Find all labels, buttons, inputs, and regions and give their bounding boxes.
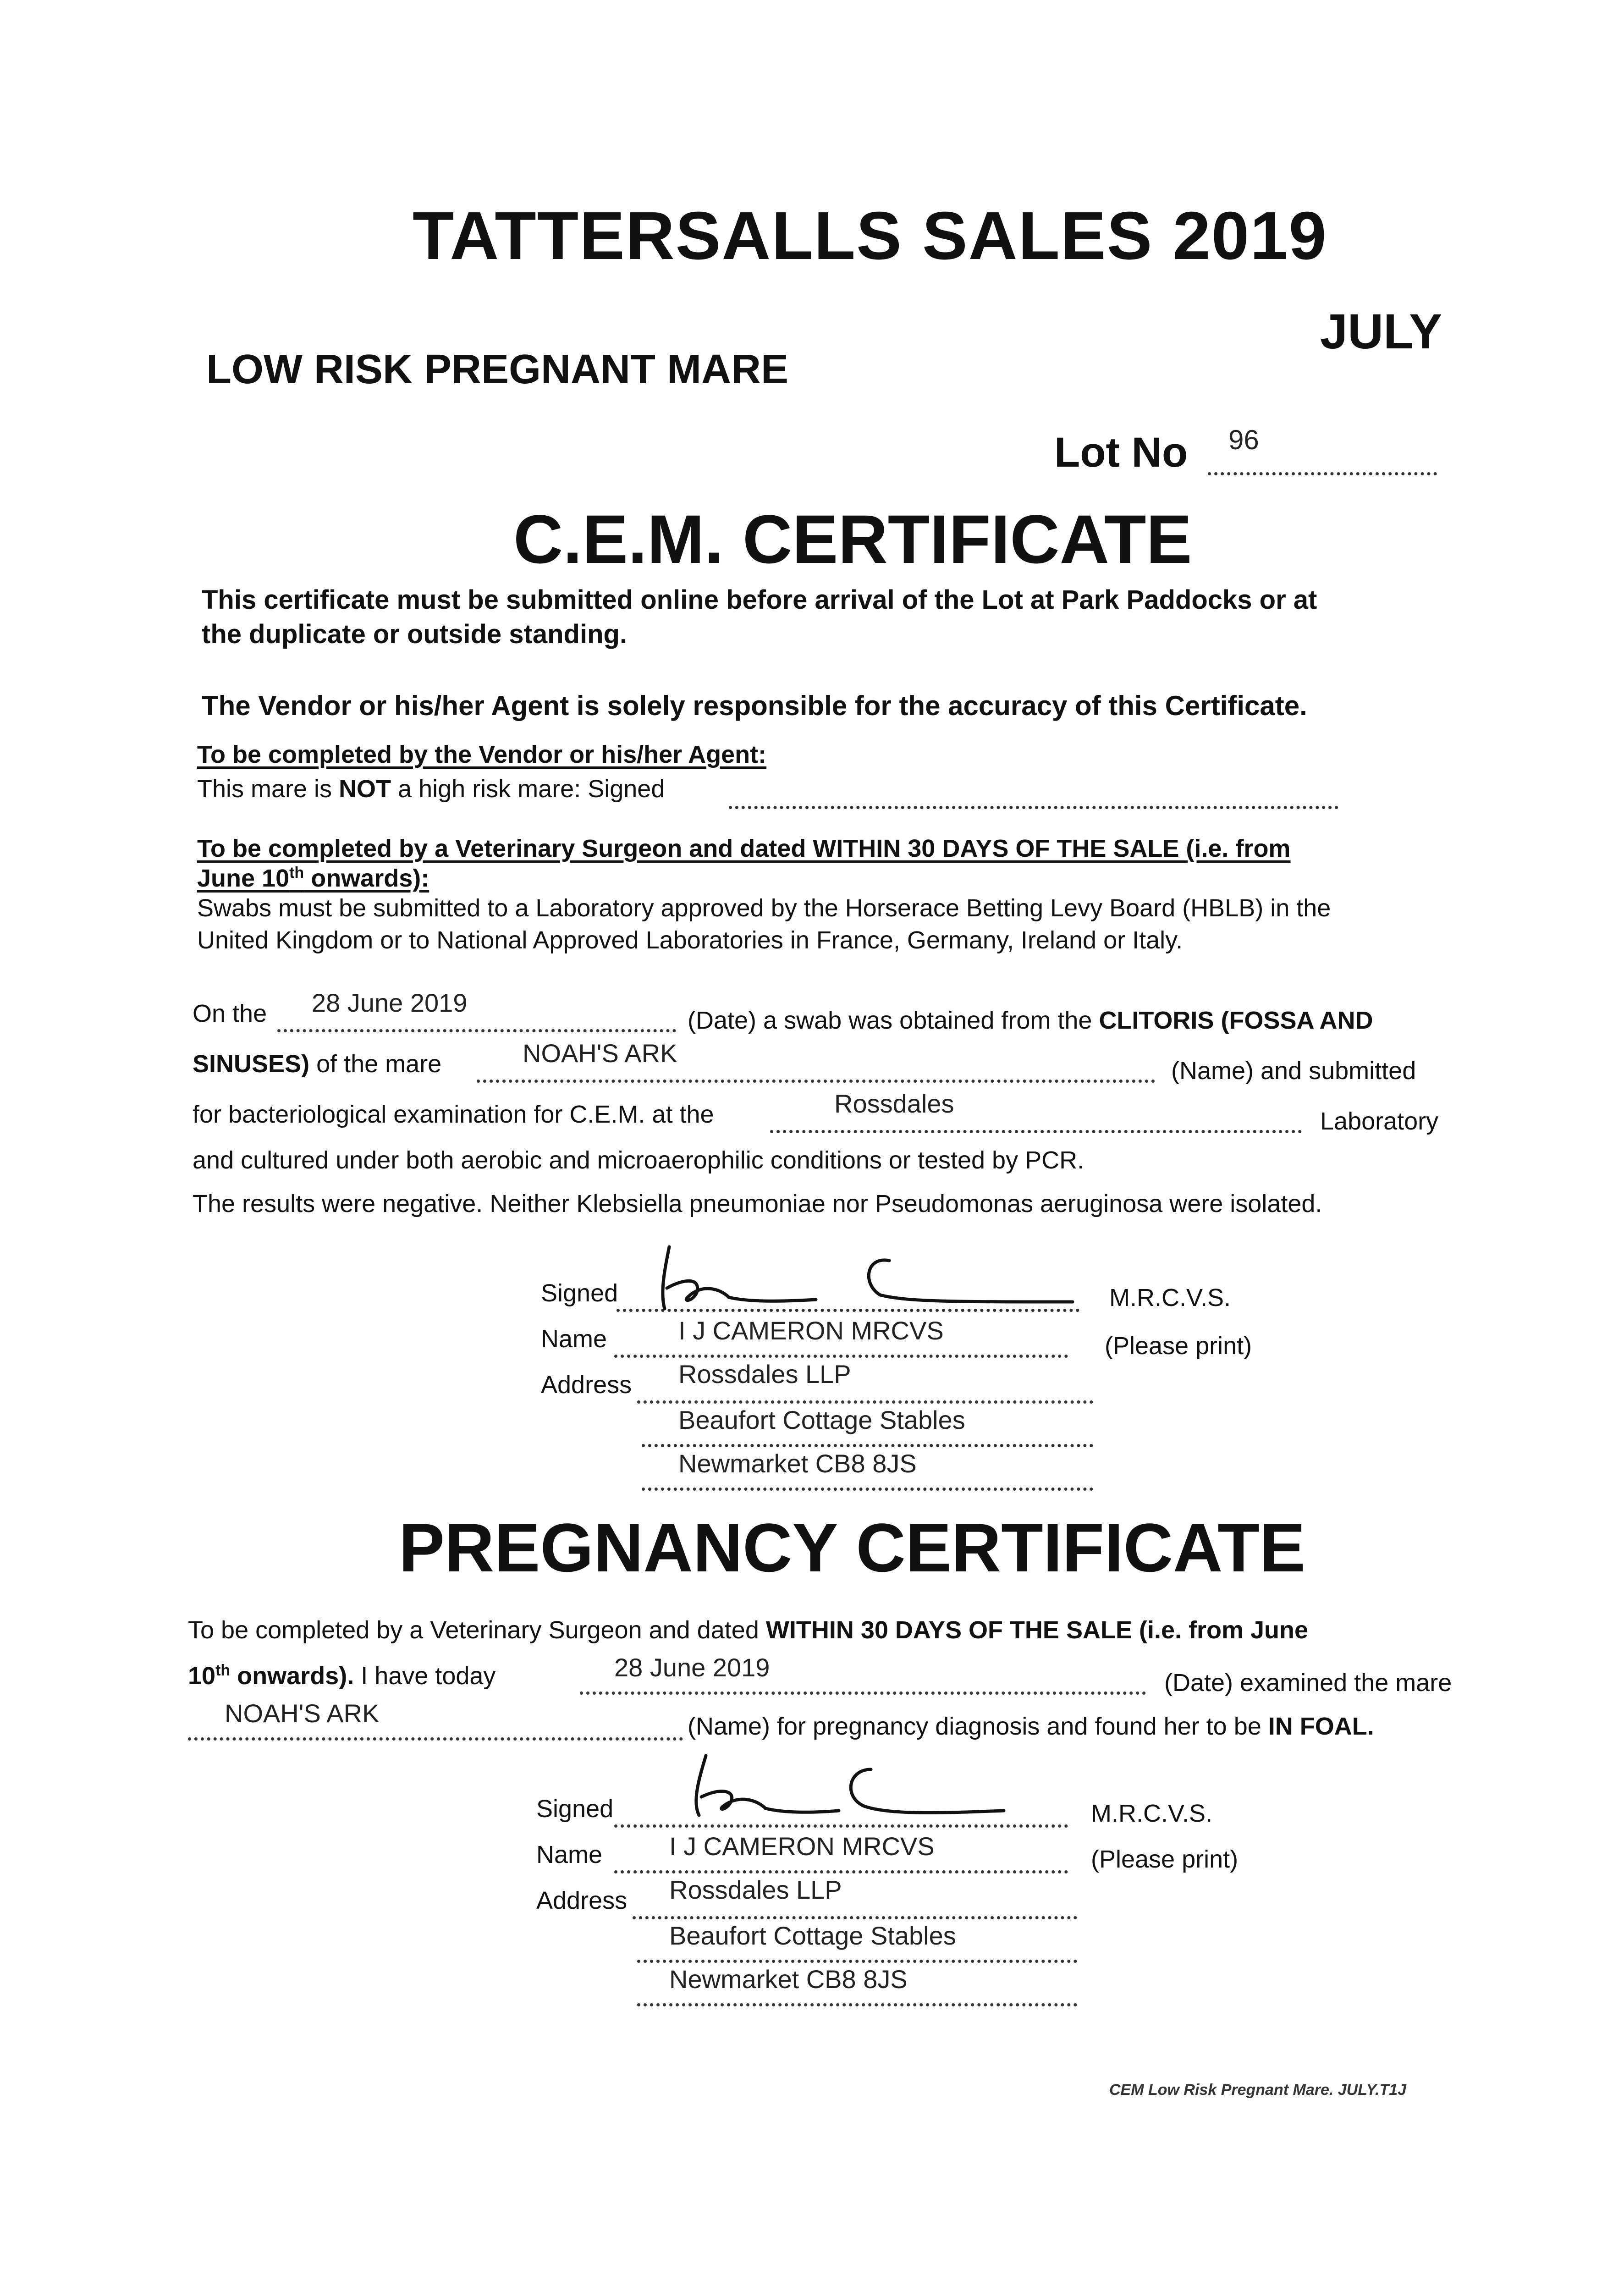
cem-name-label: Name — [541, 1325, 607, 1353]
pregnancy-vet-signature — [688, 1747, 1008, 1829]
lot-number-value: 96 — [1228, 424, 1259, 455]
pregnancy-name-value: I J CAMERON MRCVS — [669, 1832, 935, 1861]
pregnancy-certificate-title: PREGNANCY CERTIFICATE — [399, 1509, 1305, 1586]
laboratory-value: Rossdales — [834, 1089, 954, 1118]
vendor-heading: To be completed by the Vendor or his/her Agent: — [197, 741, 767, 768]
cem-mare-name-value: NOAH'S ARK — [523, 1039, 677, 1068]
document-subtitle: LOW RISK PREGNANT MARE — [206, 347, 788, 392]
pregnancy-address-label: Address — [536, 1887, 628, 1914]
pregnancy-date-line — [580, 1691, 1146, 1695]
pregnancy-address-line-3 — [637, 2003, 1077, 2006]
bacteriological-prefix: for bacteriological examination for C.E.M. at the — [193, 1101, 714, 1128]
pregnancy-have-today: I have today — [354, 1662, 496, 1690]
vendor-signature-line — [729, 806, 1338, 809]
cem-name-value: I J CAMERON MRCVS — [678, 1316, 944, 1345]
pregnancy-mrcvs: M.R.C.V.S. — [1091, 1800, 1213, 1827]
vet-heading-line-2 — [197, 864, 429, 893]
lot-number-line — [1208, 472, 1437, 475]
swab-site: CLITORIS (FOSSA AND — [1099, 1007, 1373, 1034]
cem-certificate-title: C.E.M. CERTIFICATE — [513, 501, 1192, 578]
pregnancy-address-3: Newmarket CB8 8JS — [669, 1965, 908, 1994]
vendor-text-a: This mare is — [197, 775, 339, 803]
laboratory-line — [770, 1130, 1302, 1133]
pregnancy-10: 10 — [188, 1662, 216, 1690]
cem-address-line-3 — [642, 1488, 1093, 1491]
pregnancy-line-2-end: (Date) examined the mare — [1164, 1669, 1452, 1697]
pregnancy-onwards: onwards). — [230, 1662, 354, 1690]
vet-heading-2b: onwards): — [304, 865, 429, 892]
vet-heading-sup: th — [289, 864, 304, 882]
vendor-statement — [197, 775, 665, 803]
in-foal: IN FOAL. — [1268, 1713, 1374, 1740]
swab-date-suffix-a: (Date) a swab was obtained from the — [688, 1007, 1099, 1034]
cem-address-line-2 — [642, 1444, 1093, 1447]
cem-address-1: Rossdales LLP — [678, 1360, 851, 1388]
vendor-text-b: a high risk mare: Signed — [391, 775, 665, 803]
swabs-line-2: United Kingdom or to National Approved Laboratories in France, Germany, Ireland or Italy. — [197, 926, 1183, 954]
vet-heading-line-1: To be completed by a Veterinary Surgeon and dated WITHIN 30 DAYS OF THE SALE (i.e. from — [197, 835, 1291, 862]
pregnancy-line-1 — [188, 1616, 1308, 1644]
document-title: TATTERSALLS SALES 2019 — [413, 198, 1327, 274]
pregnancy-line-3a: (Name) for pregnancy diagnosis and found her to be — [688, 1713, 1268, 1740]
pregnancy-mare-name-value: NOAH'S ARK — [225, 1699, 380, 1728]
pregnancy-line-2-start — [188, 1662, 495, 1690]
pregnancy-date-value: 28 June 2019 — [614, 1653, 770, 1682]
pregnancy-name-label: Name — [536, 1841, 603, 1868]
cem-intro-line-2: the duplicate or outside standing. — [202, 619, 628, 649]
pregnancy-th: th — [215, 1662, 231, 1679]
cem-name-line — [614, 1355, 1068, 1358]
sale-month: JULY — [1320, 303, 1442, 359]
pregnancy-line-3 — [688, 1712, 1374, 1741]
lot-label: Lot No — [1054, 429, 1188, 476]
vendor-text-not: NOT — [339, 775, 391, 803]
swab-date-suffix — [688, 1006, 1373, 1035]
swabs-line-1: Swabs must be submitted to a Laboratory approved by the Horserace Betting Levy Board (HBLB) in the — [197, 894, 1331, 922]
pregnancy-signed-label: Signed — [536, 1795, 614, 1823]
pregnancy-address-2: Beaufort Cottage Stables — [669, 1921, 956, 1950]
sinuses-label: SINUSES) — [193, 1050, 310, 1078]
pregnancy-name-line — [614, 1870, 1068, 1873]
cultured-text: and cultured under both aerobic and microaerophilic conditions or tested by PCR. — [193, 1146, 1085, 1174]
swab-date-line — [277, 1029, 676, 1032]
cem-address-line-1 — [637, 1400, 1093, 1404]
cem-vet-signature — [651, 1233, 1082, 1320]
laboratory-label: Laboratory — [1320, 1107, 1439, 1135]
on-the-label: On the — [193, 1000, 267, 1027]
cem-intro-line-1: This certificate must be submitted online before arrival of the Lot at Park Paddocks or at — [202, 585, 1317, 615]
cem-address-label: Address — [541, 1371, 632, 1399]
pregnancy-mare-name-line — [188, 1737, 683, 1741]
results-text: The results were negative. Neither Klebsiella pneumoniae nor Pseudomonas aeruginosa were isolated. — [193, 1190, 1322, 1218]
mare-line-prefix — [193, 1050, 441, 1078]
cem-responsibility: The Vendor or his/her Agent is solely responsible for the accuracy of this Certificate. — [202, 690, 1307, 721]
pregnancy-line-1b: WITHIN 30 DAYS OF THE SALE (i.e. from June — [765, 1616, 1309, 1644]
swab-date-value: 28 June 2019 — [312, 988, 468, 1017]
cem-address-3: Newmarket CB8 8JS — [678, 1449, 917, 1478]
cem-mare-name-line — [477, 1080, 1155, 1083]
pregnancy-line-1a: To be completed by a Veterinary Surgeon and dated — [188, 1616, 766, 1644]
pregnancy-address-line-1 — [633, 1916, 1077, 1919]
cem-please-print: (Please print) — [1105, 1332, 1252, 1360]
form-reference: CEM Low Risk Pregnant Mare. JULY.T1J — [1109, 2081, 1407, 2099]
pregnancy-please-print: (Please print) — [1091, 1846, 1239, 1873]
cem-address-2: Beaufort Cottage Stables — [678, 1405, 965, 1434]
name-and-submitted: (Name) and submitted — [1171, 1057, 1416, 1085]
vet-heading-2a: June 10 — [197, 865, 290, 892]
cem-signed-label: Signed — [541, 1279, 618, 1307]
cem-mrcvs: M.R.C.V.S. — [1109, 1284, 1231, 1311]
of-the-mare: of the mare — [309, 1050, 442, 1078]
pregnancy-address-1: Rossdales LLP — [669, 1875, 842, 1904]
pregnancy-address-line-2 — [637, 1960, 1077, 1963]
